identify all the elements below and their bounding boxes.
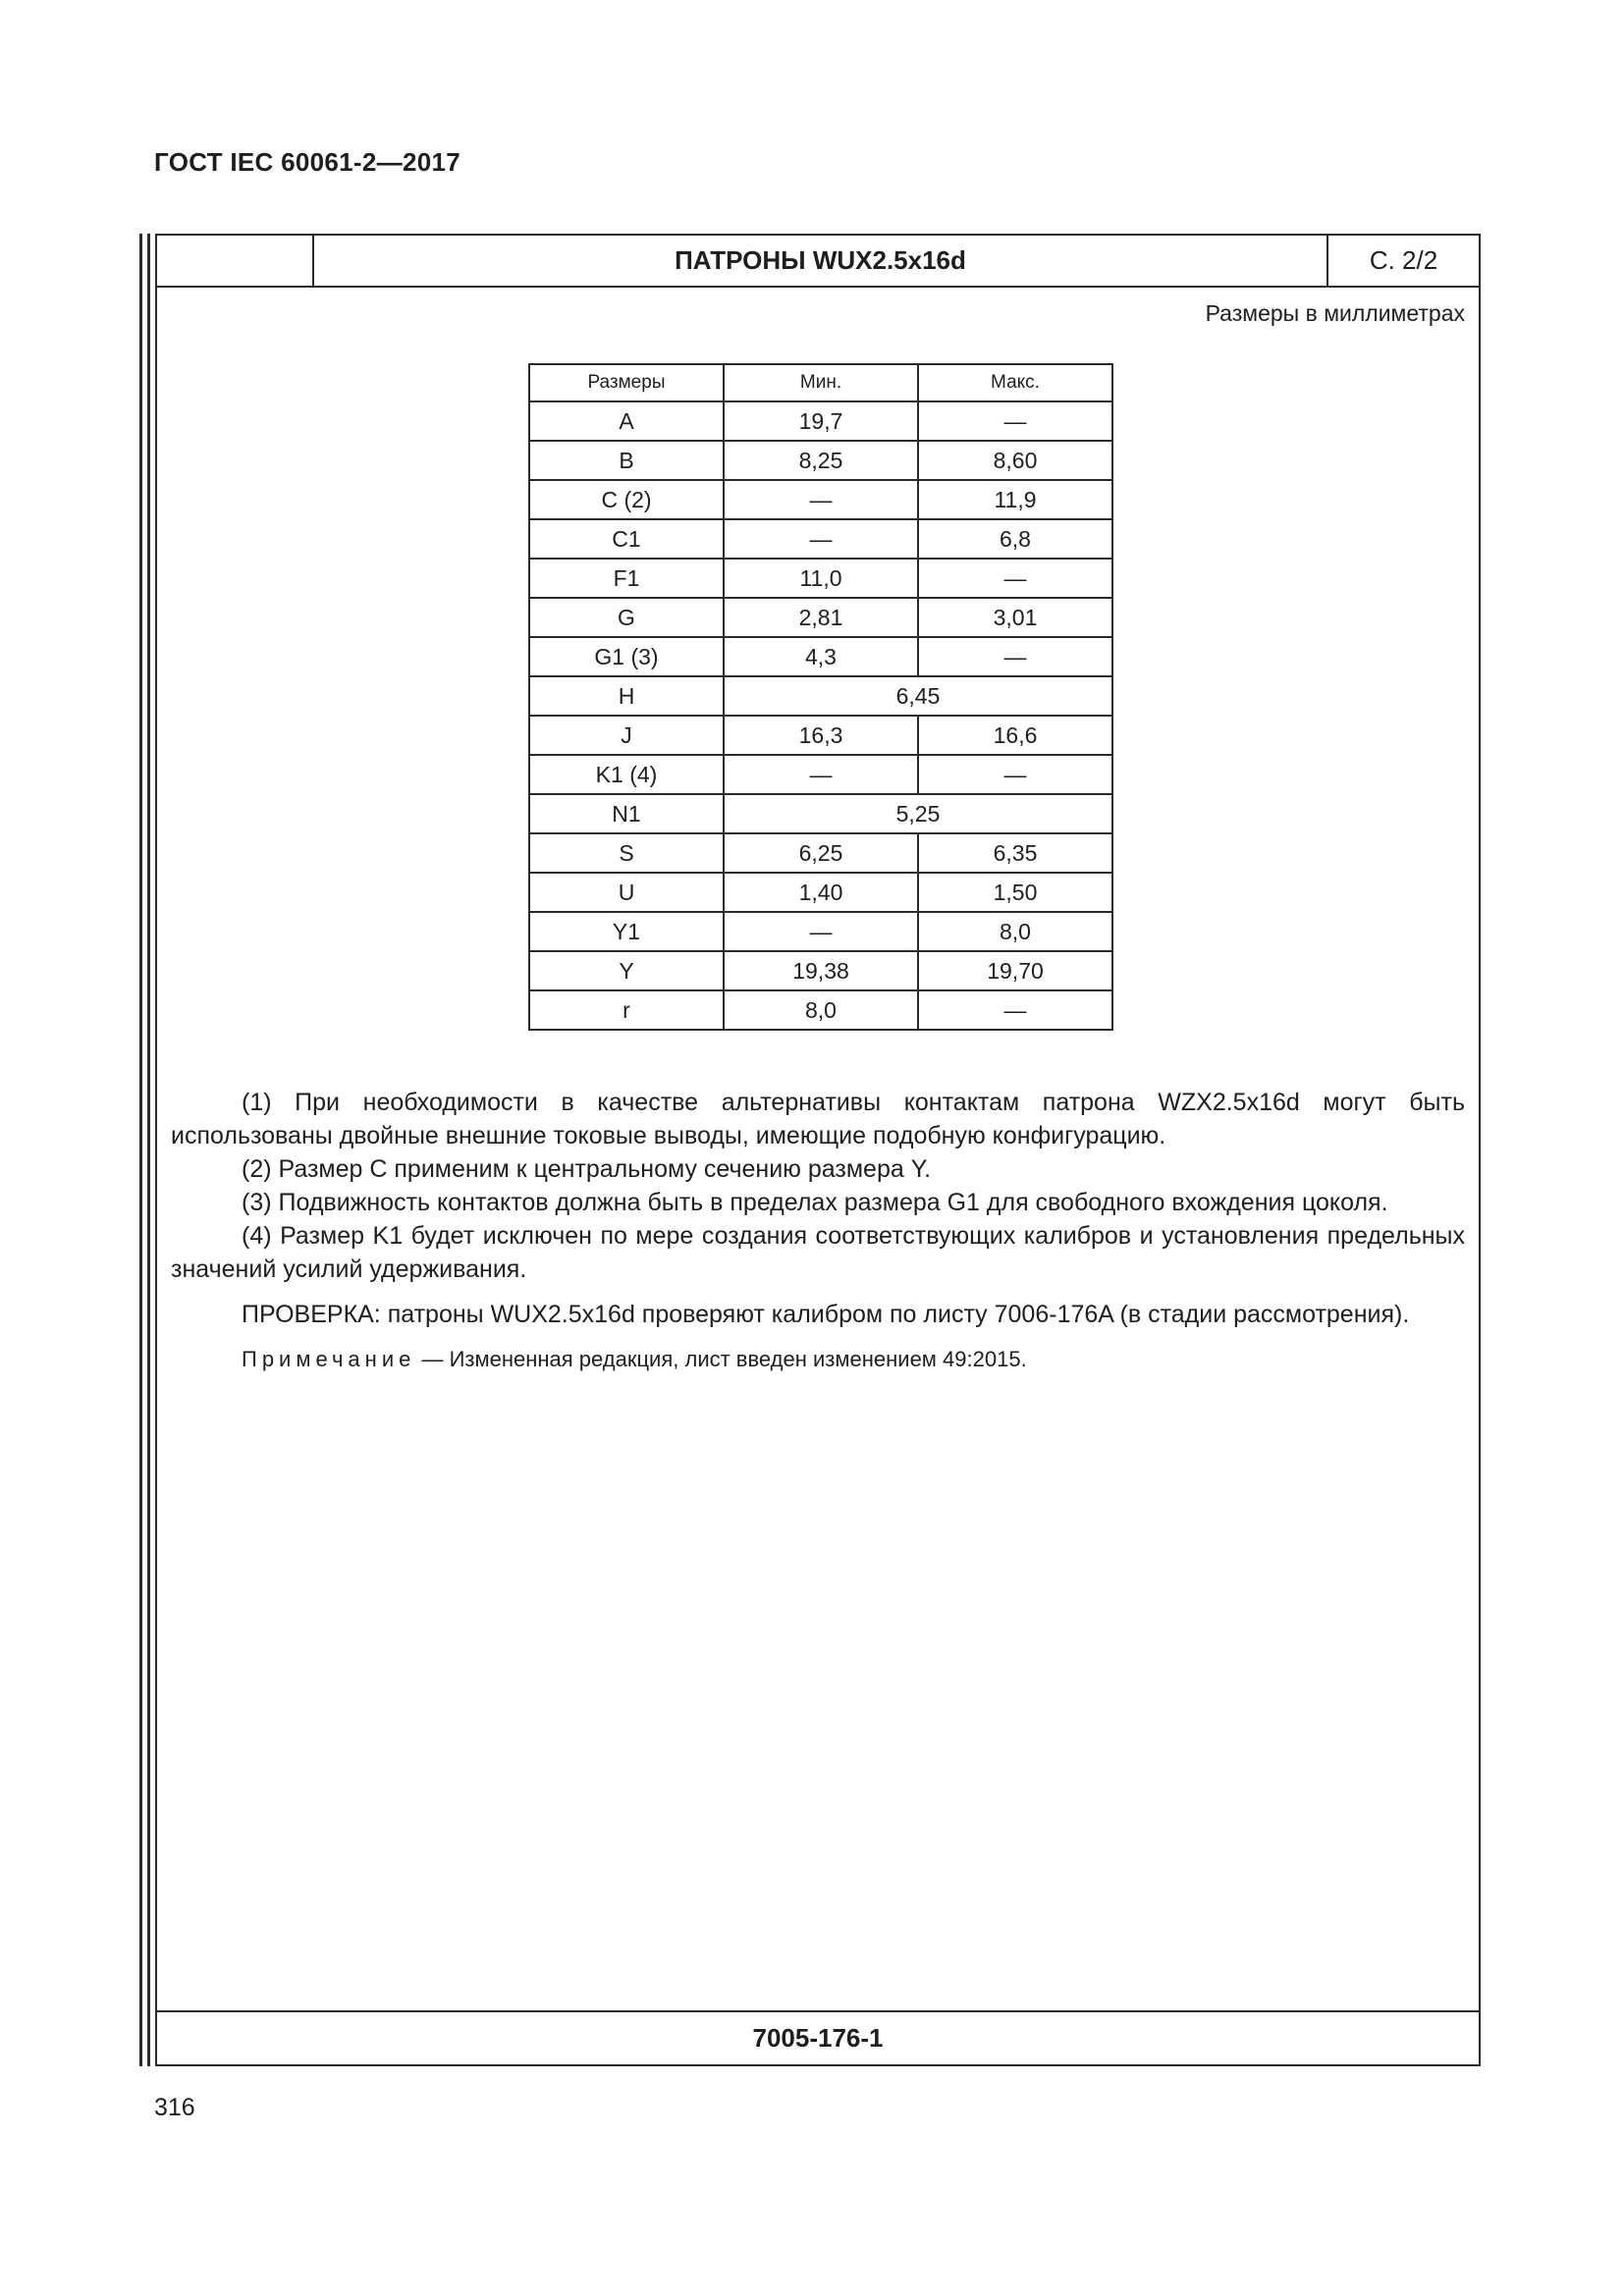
max-value: 6,8	[918, 519, 1112, 559]
dimension-name: C1	[529, 519, 724, 559]
max-value: —	[918, 755, 1112, 794]
dimension-name: J	[529, 716, 724, 755]
table-row	[529, 990, 1112, 1030]
min-value: 4,3	[724, 637, 918, 676]
table-row	[529, 480, 1112, 519]
max-value: 8,0	[918, 912, 1112, 951]
table-row	[529, 401, 1112, 441]
max-value: 1,50	[918, 873, 1112, 912]
dimension-name: B	[529, 441, 724, 480]
dimension-name: K1 (4)	[529, 755, 724, 794]
max-value: 19,70	[918, 951, 1112, 990]
table-row	[529, 519, 1112, 559]
column-header-max: Макс.	[918, 364, 1112, 401]
max-value: 6,35	[918, 833, 1112, 873]
dimension-name: S	[529, 833, 724, 873]
note-1: (1) При необходимости в качестве альтернативы контактам патрона WZX2.5x16d могут быть использованы двойные внешние токовые выводы, имеющие подобную конфигурацию.	[171, 1089, 1465, 1149]
dimension-name: N1	[529, 794, 724, 833]
table-row	[529, 637, 1112, 676]
max-value: —	[918, 559, 1112, 598]
min-value: 2,81	[724, 598, 918, 637]
sheet-page-label: С. 2/2	[1369, 245, 1438, 275]
document-header: ГОСТ IEC 60061-2—2017	[154, 147, 460, 177]
remark-label: Примечание	[242, 1347, 416, 1371]
dimension-name: r	[529, 990, 724, 1030]
sheet-header-row	[157, 236, 1479, 288]
frame-bar-outer	[139, 234, 142, 2066]
table-row	[529, 441, 1112, 480]
dimension-name: G	[529, 598, 724, 637]
table-row	[529, 676, 1112, 716]
min-value: 19,7	[724, 401, 918, 441]
notes-section	[157, 1086, 1479, 1376]
column-header-dimension: Размеры	[529, 364, 724, 401]
dimension-name: A	[529, 401, 724, 441]
single-value: 5,25	[724, 794, 1112, 833]
dimension-name: H	[529, 676, 724, 716]
note-2: (2) Размер C применим к центральному сечению размера Y.	[242, 1155, 932, 1183]
note-4: (4) Размер K1 будет исключен по мере создания соответствующих калибров и установления предельных значений усилий удерживания.	[171, 1222, 1465, 1283]
note-3: (3) Подвижность контактов должна быть в пределах размера G1 для свободного вхождения цоколя.	[242, 1189, 1388, 1216]
dimension-name: Y	[529, 951, 724, 990]
table-row	[529, 794, 1112, 833]
table-row	[529, 755, 1112, 794]
max-value: —	[918, 990, 1112, 1030]
dimension-name: C (2)	[529, 480, 724, 519]
single-value: 6,45	[724, 676, 1112, 716]
table-row	[529, 912, 1112, 951]
units-note: Размеры в миллиметрах	[1205, 300, 1465, 326]
check-paragraph: ПРОВЕРКА: патроны WUX2.5x16d проверяют калибром по листу 7006-176A (в стадии рассмотрения).	[242, 1301, 1410, 1328]
dimension-name: U	[529, 873, 724, 912]
min-value: 16,3	[724, 716, 918, 755]
min-value: 11,0	[724, 559, 918, 598]
max-value: 16,6	[918, 716, 1112, 755]
table-row	[529, 559, 1112, 598]
min-value: —	[724, 480, 918, 519]
table-row	[529, 951, 1112, 990]
sheet-frame	[155, 234, 1481, 2066]
min-value: —	[724, 519, 918, 559]
table-row	[529, 716, 1112, 755]
min-value: 1,40	[724, 873, 918, 912]
sheet-title: ПАТРОНЫ WUX2.5x16d	[314, 236, 1328, 286]
column-header-min: Мин.	[724, 364, 918, 401]
sheet-footer-code: 7005-176-1	[157, 2010, 1479, 2064]
min-value: 6,25	[724, 833, 918, 873]
table-row	[529, 833, 1112, 873]
header-empty-cell	[157, 236, 314, 286]
min-value: 8,25	[724, 441, 918, 480]
max-value: —	[918, 637, 1112, 676]
table-row	[529, 598, 1112, 637]
max-value: 8,60	[918, 441, 1112, 480]
table-row	[529, 873, 1112, 912]
dimension-name: Y1	[529, 912, 724, 951]
page-number: 316	[154, 2094, 195, 2121]
max-value: —	[918, 401, 1112, 441]
dimension-name: F1	[529, 559, 724, 598]
dimensions-table	[528, 363, 1113, 1031]
min-value: —	[724, 755, 918, 794]
min-value: —	[724, 912, 918, 951]
dimension-name: G1 (3)	[529, 637, 724, 676]
min-value: 19,38	[724, 951, 918, 990]
min-value: 8,0	[724, 990, 918, 1030]
frame-bar-inner	[147, 234, 150, 2066]
remark-paragraph	[171, 1343, 1465, 1376]
max-value: 11,9	[918, 480, 1112, 519]
max-value: 3,01	[918, 598, 1112, 637]
table-header-row	[529, 364, 1112, 401]
remark-text: — Измененная редакция, лист введен изменением 49:2015.	[415, 1347, 1027, 1371]
